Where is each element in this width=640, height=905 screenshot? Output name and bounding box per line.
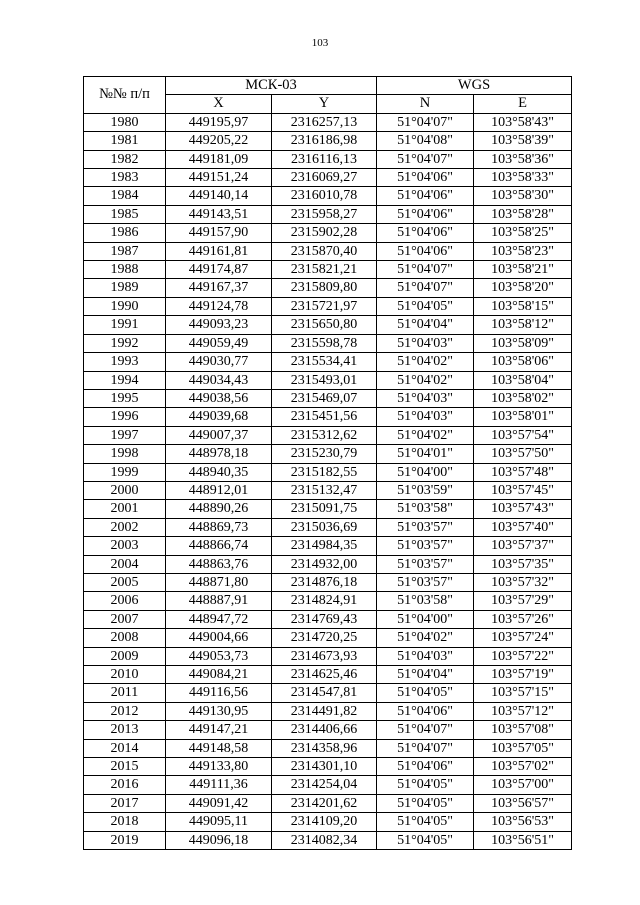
cell-y: 2315870,40 — [272, 242, 377, 260]
cell-x: 448890,26 — [166, 500, 272, 518]
cell-n: 51°04'06" — [377, 242, 474, 260]
cell-x: 449157,90 — [166, 224, 272, 242]
table-row — [84, 297, 572, 315]
cell-point-number: 1987 — [84, 242, 166, 260]
cell-x: 449167,37 — [166, 279, 272, 297]
cell-n: 51°03'57" — [377, 555, 474, 573]
cell-n: 51°03'58" — [377, 500, 474, 518]
cell-e: 103°58'09" — [474, 334, 572, 352]
header-point-number: №№ п/п — [84, 77, 166, 114]
table-row — [84, 150, 572, 168]
cell-y: 2314932,00 — [272, 555, 377, 573]
cell-e: 103°58'25" — [474, 224, 572, 242]
cell-x: 449096,18 — [166, 831, 272, 849]
cell-y: 2314625,46 — [272, 666, 377, 684]
cell-x: 449147,21 — [166, 721, 272, 739]
table-row — [84, 224, 572, 242]
cell-point-number: 1983 — [84, 169, 166, 187]
table-row — [84, 408, 572, 426]
cell-e: 103°58'23" — [474, 242, 572, 260]
cell-e: 103°57'54" — [474, 426, 572, 444]
cell-y: 2314984,35 — [272, 537, 377, 555]
cell-y: 2314406,66 — [272, 721, 377, 739]
cell-y: 2315809,80 — [272, 279, 377, 297]
cell-x: 449148,58 — [166, 739, 272, 757]
cell-n: 51°04'00" — [377, 610, 474, 628]
table-row — [84, 279, 572, 297]
cell-n: 51°04'02" — [377, 371, 474, 389]
cell-y: 2315036,69 — [272, 518, 377, 536]
cell-point-number: 2000 — [84, 481, 166, 499]
cell-y: 2314254,04 — [272, 776, 377, 794]
table-row — [84, 555, 572, 573]
cell-point-number: 2007 — [84, 610, 166, 628]
cell-n: 51°04'06" — [377, 758, 474, 776]
cell-x: 449030,77 — [166, 353, 272, 371]
cell-x: 449093,23 — [166, 316, 272, 334]
header-wgs: WGS — [377, 77, 572, 95]
cell-e: 103°58'43" — [474, 113, 572, 131]
cell-point-number: 2011 — [84, 684, 166, 702]
cell-point-number: 2014 — [84, 739, 166, 757]
cell-point-number: 2002 — [84, 518, 166, 536]
cell-y: 2315534,41 — [272, 353, 377, 371]
table-row — [84, 113, 572, 131]
cell-point-number: 1986 — [84, 224, 166, 242]
table-row — [84, 371, 572, 389]
cell-n: 51°04'06" — [377, 224, 474, 242]
header-x: X — [166, 95, 272, 113]
cell-n: 51°04'00" — [377, 463, 474, 481]
cell-y: 2315182,55 — [272, 463, 377, 481]
table-row — [84, 684, 572, 702]
cell-e: 103°57'50" — [474, 445, 572, 463]
cell-y: 2315469,07 — [272, 389, 377, 407]
table-row — [84, 500, 572, 518]
cell-e: 103°58'02" — [474, 389, 572, 407]
cell-e: 103°56'51" — [474, 831, 572, 849]
cell-n: 51°04'06" — [377, 169, 474, 187]
cell-e: 103°57'45" — [474, 481, 572, 499]
table-row — [84, 481, 572, 499]
cell-y: 2316069,27 — [272, 169, 377, 187]
cell-x: 449130,95 — [166, 702, 272, 720]
cell-point-number: 1996 — [84, 408, 166, 426]
cell-y: 2314547,81 — [272, 684, 377, 702]
table-row — [84, 242, 572, 260]
table-row — [84, 573, 572, 591]
cell-e: 103°58'33" — [474, 169, 572, 187]
cell-e: 103°57'37" — [474, 537, 572, 555]
cell-y: 2315091,75 — [272, 500, 377, 518]
table-row — [84, 702, 572, 720]
table-row — [84, 132, 572, 150]
cell-x: 449133,80 — [166, 758, 272, 776]
cell-point-number: 1994 — [84, 371, 166, 389]
table-row — [84, 445, 572, 463]
cell-x: 449004,66 — [166, 629, 272, 647]
cell-n: 51°04'05" — [377, 776, 474, 794]
cell-n: 51°04'01" — [377, 445, 474, 463]
cell-x: 449053,73 — [166, 647, 272, 665]
cell-point-number: 2015 — [84, 758, 166, 776]
cell-n: 51°04'06" — [377, 205, 474, 223]
cell-x: 449140,14 — [166, 187, 272, 205]
cell-x: 449116,56 — [166, 684, 272, 702]
cell-y: 2314109,20 — [272, 813, 377, 831]
cell-e: 103°57'48" — [474, 463, 572, 481]
cell-e: 103°57'15" — [474, 684, 572, 702]
cell-point-number: 2004 — [84, 555, 166, 573]
cell-x: 448863,76 — [166, 555, 272, 573]
table-row — [84, 739, 572, 757]
cell-y: 2315958,27 — [272, 205, 377, 223]
cell-point-number: 2019 — [84, 831, 166, 849]
table-row — [84, 537, 572, 555]
cell-e: 103°58'36" — [474, 150, 572, 168]
cell-e: 103°58'04" — [474, 371, 572, 389]
cell-point-number: 2013 — [84, 721, 166, 739]
table-row — [84, 261, 572, 279]
cell-e: 103°58'20" — [474, 279, 572, 297]
table-row — [84, 666, 572, 684]
cell-n: 51°04'03" — [377, 647, 474, 665]
cell-n: 51°04'02" — [377, 629, 474, 647]
cell-y: 2316116,13 — [272, 150, 377, 168]
cell-point-number: 1992 — [84, 334, 166, 352]
cell-point-number: 1980 — [84, 113, 166, 131]
cell-y: 2314720,25 — [272, 629, 377, 647]
cell-x: 448871,80 — [166, 573, 272, 591]
cell-n: 51°04'07" — [377, 721, 474, 739]
table-row — [84, 205, 572, 223]
cell-e: 103°58'39" — [474, 132, 572, 150]
header-msk03: МСК-03 — [166, 77, 377, 95]
cell-n: 51°03'57" — [377, 518, 474, 536]
cell-point-number: 1990 — [84, 297, 166, 315]
cell-n: 51°04'05" — [377, 831, 474, 849]
header-row-groups — [84, 77, 572, 95]
cell-x: 449095,11 — [166, 813, 272, 831]
cell-x: 449084,21 — [166, 666, 272, 684]
cell-n: 51°04'03" — [377, 389, 474, 407]
cell-e: 103°57'22" — [474, 647, 572, 665]
cell-n: 51°04'08" — [377, 132, 474, 150]
cell-y: 2315721,97 — [272, 297, 377, 315]
cell-n: 51°04'07" — [377, 279, 474, 297]
cell-x: 449151,24 — [166, 169, 272, 187]
cell-x: 449039,68 — [166, 408, 272, 426]
cell-point-number: 2003 — [84, 537, 166, 555]
cell-e: 103°57'24" — [474, 629, 572, 647]
cell-n: 51°04'04" — [377, 666, 474, 684]
cell-y: 2315821,21 — [272, 261, 377, 279]
cell-x: 448947,72 — [166, 610, 272, 628]
cell-n: 51°03'57" — [377, 537, 474, 555]
cell-y: 2314491,82 — [272, 702, 377, 720]
cell-x: 449124,78 — [166, 297, 272, 315]
cell-point-number: 1984 — [84, 187, 166, 205]
cell-e: 103°57'43" — [474, 500, 572, 518]
cell-n: 51°03'57" — [377, 573, 474, 591]
cell-point-number: 2009 — [84, 647, 166, 665]
cell-point-number: 2017 — [84, 794, 166, 812]
cell-y: 2314673,93 — [272, 647, 377, 665]
cell-point-number: 1995 — [84, 389, 166, 407]
cell-e: 103°58'06" — [474, 353, 572, 371]
cell-y: 2315493,01 — [272, 371, 377, 389]
cell-n: 51°04'07" — [377, 150, 474, 168]
cell-y: 2314769,43 — [272, 610, 377, 628]
cell-point-number: 2006 — [84, 592, 166, 610]
cell-e: 103°57'26" — [474, 610, 572, 628]
table-row — [84, 389, 572, 407]
cell-x: 449034,43 — [166, 371, 272, 389]
cell-e: 103°56'57" — [474, 794, 572, 812]
cell-x: 448912,01 — [166, 481, 272, 499]
cell-x: 448887,91 — [166, 592, 272, 610]
cell-point-number: 1997 — [84, 426, 166, 444]
cell-e: 103°57'19" — [474, 666, 572, 684]
table-header — [84, 77, 572, 114]
cell-y: 2315650,80 — [272, 316, 377, 334]
cell-e: 103°57'40" — [474, 518, 572, 536]
cell-x: 449174,87 — [166, 261, 272, 279]
cell-e: 103°58'12" — [474, 316, 572, 334]
cell-e: 103°57'29" — [474, 592, 572, 610]
cell-e: 103°57'02" — [474, 758, 572, 776]
cell-point-number: 1998 — [84, 445, 166, 463]
table-row — [84, 813, 572, 831]
cell-point-number: 1985 — [84, 205, 166, 223]
cell-point-number: 2008 — [84, 629, 166, 647]
cell-n: 51°04'03" — [377, 408, 474, 426]
cell-n: 51°04'06" — [377, 187, 474, 205]
table-row — [84, 721, 572, 739]
cell-n: 51°04'05" — [377, 297, 474, 315]
cell-y: 2315598,78 — [272, 334, 377, 352]
cell-point-number: 1999 — [84, 463, 166, 481]
cell-x: 448869,73 — [166, 518, 272, 536]
cell-x: 449161,81 — [166, 242, 272, 260]
cell-x: 449143,51 — [166, 205, 272, 223]
table-body — [84, 113, 572, 849]
cell-point-number: 2012 — [84, 702, 166, 720]
cell-y: 2314082,34 — [272, 831, 377, 849]
cell-x: 449091,42 — [166, 794, 272, 812]
cell-n: 51°04'05" — [377, 684, 474, 702]
table-row — [84, 187, 572, 205]
cell-y: 2314301,10 — [272, 758, 377, 776]
cell-y: 2315451,56 — [272, 408, 377, 426]
cell-point-number: 2018 — [84, 813, 166, 831]
table-row — [84, 758, 572, 776]
cell-e: 103°56'53" — [474, 813, 572, 831]
cell-y: 2314358,96 — [272, 739, 377, 757]
cell-e: 103°58'15" — [474, 297, 572, 315]
header-y: Y — [272, 95, 377, 113]
cell-point-number: 2010 — [84, 666, 166, 684]
cell-y: 2315312,62 — [272, 426, 377, 444]
table-row — [84, 776, 572, 794]
cell-e: 103°57'35" — [474, 555, 572, 573]
cell-n: 51°04'03" — [377, 334, 474, 352]
cell-point-number: 2005 — [84, 573, 166, 591]
cell-e: 103°58'21" — [474, 261, 572, 279]
table-row — [84, 518, 572, 536]
cell-y: 2314201,62 — [272, 794, 377, 812]
table-row — [84, 629, 572, 647]
cell-point-number: 1981 — [84, 132, 166, 150]
cell-y: 2315132,47 — [272, 481, 377, 499]
cell-e: 103°57'08" — [474, 721, 572, 739]
cell-n: 51°04'04" — [377, 316, 474, 334]
cell-x: 448978,18 — [166, 445, 272, 463]
cell-point-number: 1988 — [84, 261, 166, 279]
table-row — [84, 353, 572, 371]
cell-n: 51°04'07" — [377, 113, 474, 131]
table-row — [84, 794, 572, 812]
table-row — [84, 592, 572, 610]
cell-x: 449111,36 — [166, 776, 272, 794]
cell-y: 2315230,79 — [272, 445, 377, 463]
table-row — [84, 831, 572, 849]
cell-n: 51°04'02" — [377, 426, 474, 444]
cell-x: 449059,49 — [166, 334, 272, 352]
cell-y: 2315902,28 — [272, 224, 377, 242]
cell-e: 103°58'28" — [474, 205, 572, 223]
cell-y: 2314824,91 — [272, 592, 377, 610]
header-e: E — [474, 95, 572, 113]
cell-y: 2314876,18 — [272, 573, 377, 591]
cell-point-number: 1993 — [84, 353, 166, 371]
cell-n: 51°04'06" — [377, 702, 474, 720]
cell-e: 103°58'30" — [474, 187, 572, 205]
cell-y: 2316257,13 — [272, 113, 377, 131]
table-row — [84, 334, 572, 352]
cell-point-number: 1991 — [84, 316, 166, 334]
table-row — [84, 610, 572, 628]
cell-y: 2316010,78 — [272, 187, 377, 205]
table-row — [84, 647, 572, 665]
cell-e: 103°58'01" — [474, 408, 572, 426]
cell-x: 449038,56 — [166, 389, 272, 407]
cell-n: 51°04'07" — [377, 739, 474, 757]
cell-x: 449205,22 — [166, 132, 272, 150]
cell-x: 449195,97 — [166, 113, 272, 131]
cell-point-number: 1982 — [84, 150, 166, 168]
cell-y: 2316186,98 — [272, 132, 377, 150]
table-row — [84, 426, 572, 444]
cell-e: 103°57'05" — [474, 739, 572, 757]
cell-n: 51°03'58" — [377, 592, 474, 610]
cell-n: 51°04'05" — [377, 813, 474, 831]
cell-point-number: 1989 — [84, 279, 166, 297]
cell-x: 449181,09 — [166, 150, 272, 168]
table-row — [84, 316, 572, 334]
cell-n: 51°04'05" — [377, 794, 474, 812]
header-n: N — [377, 95, 474, 113]
cell-point-number: 2016 — [84, 776, 166, 794]
table-row — [84, 169, 572, 187]
cell-e: 103°57'00" — [474, 776, 572, 794]
cell-x: 448940,35 — [166, 463, 272, 481]
cell-n: 51°04'02" — [377, 353, 474, 371]
cell-n: 51°04'07" — [377, 261, 474, 279]
cell-e: 103°57'32" — [474, 573, 572, 591]
cell-e: 103°57'12" — [474, 702, 572, 720]
cell-point-number: 2001 — [84, 500, 166, 518]
coordinates-table — [83, 76, 572, 850]
cell-n: 51°03'59" — [377, 481, 474, 499]
cell-x: 449007,37 — [166, 426, 272, 444]
table-row — [84, 463, 572, 481]
cell-x: 448866,74 — [166, 537, 272, 555]
page-number: 103 — [311, 37, 329, 49]
